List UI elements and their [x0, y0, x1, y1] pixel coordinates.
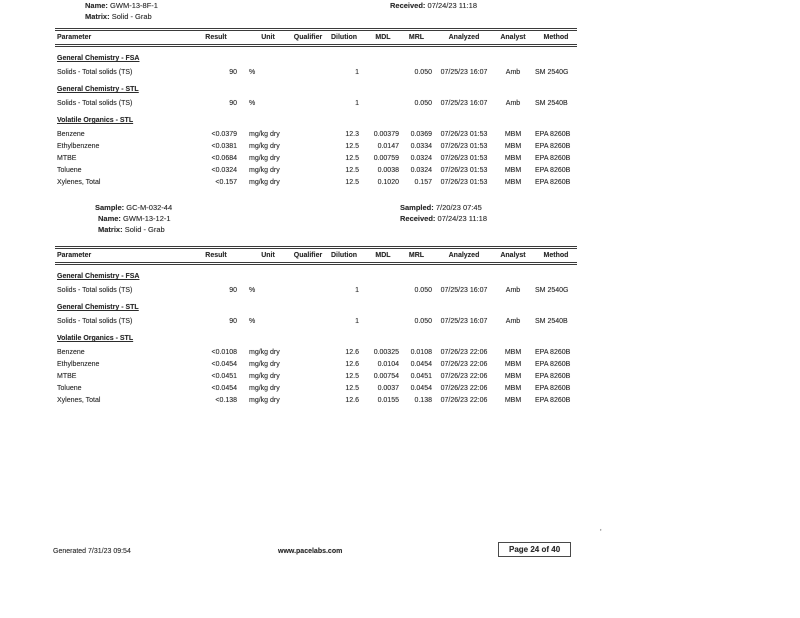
- table-cell: Ethylbenzene: [57, 360, 100, 368]
- table-cell: Toluene: [57, 384, 82, 392]
- column-header: Analyzed: [448, 34, 480, 41]
- table-row: [55, 97, 577, 109]
- table-cell: EPA 8260B: [535, 372, 571, 380]
- table-cell: 0.0038: [377, 166, 399, 174]
- table-cell: 90: [229, 317, 237, 325]
- table-cell: 07/26/23 01:53: [440, 130, 488, 138]
- table-cell: 12.5: [345, 166, 359, 174]
- table-cell: 07/26/23 22:06: [440, 396, 488, 404]
- table-cell: 12.3: [345, 130, 359, 138]
- table-row: [55, 394, 577, 406]
- table-cell: mg/kg dry: [249, 360, 280, 368]
- matrix-label: Matrix:: [98, 225, 123, 234]
- table-cell: 07/26/23 01:53: [440, 154, 488, 162]
- table-cell: 1: [355, 99, 359, 107]
- column-header: Result: [205, 34, 227, 41]
- table-row: [55, 284, 577, 296]
- table-cell: Amb: [505, 286, 521, 294]
- table-cell: Benzene: [57, 130, 85, 138]
- section-title: Volatile Organics - STL: [57, 117, 134, 124]
- table-cell: 07/26/23 01:53: [440, 142, 488, 150]
- table-row: [55, 382, 577, 394]
- table-cell: 07/26/23 22:06: [440, 384, 488, 392]
- column-header: Qualifier: [293, 34, 323, 41]
- table-cell: 0.050: [414, 99, 432, 107]
- table-cell: EPA 8260B: [535, 360, 571, 368]
- table-cell: mg/kg dry: [249, 142, 280, 150]
- table-cell: EPA 8260B: [535, 130, 571, 138]
- table-cell: Solids - Total solids (TS): [57, 286, 133, 294]
- sample1-matrix-line: [85, 12, 152, 22]
- table-cell: SM 2540B: [535, 317, 568, 325]
- table-cell: MBM: [504, 142, 522, 150]
- column-header: Unit: [261, 34, 275, 41]
- table-cell: 0.0147: [377, 142, 399, 150]
- name-value: GWM-13-8F-1: [110, 1, 158, 10]
- column-header: Dilution: [330, 34, 358, 41]
- table-cell: SM 2540G: [535, 68, 569, 76]
- table-header-row: [55, 28, 577, 47]
- table-cell: Solids - Total solids (TS): [57, 99, 133, 107]
- received-label: Received:: [390, 1, 426, 10]
- table-cell: mg/kg dry: [249, 130, 280, 138]
- column-header: MDL: [375, 34, 391, 41]
- table-cell: 12.5: [345, 372, 359, 380]
- table-cell: MBM: [504, 348, 522, 356]
- table-cell: 0.0104: [377, 360, 399, 368]
- column-header: Dilution: [330, 252, 358, 259]
- table-cell: MBM: [504, 384, 522, 392]
- column-header: Unit: [261, 252, 275, 259]
- table-header-row: [55, 246, 577, 265]
- table-cell: 0.0451: [410, 372, 432, 380]
- section-title: General Chemistry - FSA: [57, 55, 140, 62]
- table-cell: SM 2540G: [535, 286, 569, 294]
- table-row: [55, 164, 577, 176]
- column-header: Analyzed: [448, 252, 480, 259]
- table-cell: 0.00379: [373, 130, 399, 138]
- section-title: General Chemistry - STL: [57, 304, 139, 311]
- table-cell: 0.050: [414, 317, 432, 325]
- column-header: MDL: [375, 252, 391, 259]
- table-cell: Xylenes, Total: [57, 396, 101, 404]
- table-cell: Xylenes, Total: [57, 178, 101, 186]
- table-cell: 0.050: [414, 286, 432, 294]
- table-cell: EPA 8260B: [535, 396, 571, 404]
- table-cell: <0.0379: [211, 130, 237, 138]
- table-cell: mg/kg dry: [249, 166, 280, 174]
- section-title: General Chemistry - STL: [57, 86, 139, 93]
- results-table-1: [55, 28, 577, 188]
- table-cell: mg/kg dry: [249, 396, 280, 404]
- table-cell: Toluene: [57, 166, 82, 174]
- column-header: MRL: [408, 34, 425, 41]
- table-cell: 0.138: [414, 396, 432, 404]
- matrix-label: Matrix:: [85, 12, 110, 21]
- table-cell: 12.5: [345, 142, 359, 150]
- table-row: [55, 176, 577, 188]
- table-cell: %: [249, 286, 256, 294]
- table-cell: %: [249, 99, 256, 107]
- table-cell: Amb: [505, 68, 521, 76]
- table-cell: mg/kg dry: [249, 348, 280, 356]
- table-cell: %: [249, 317, 256, 325]
- column-header: Result: [205, 252, 227, 259]
- table-cell: MBM: [504, 360, 522, 368]
- table-cell: MBM: [504, 372, 522, 380]
- footer-page-number: Page 24 of 40: [498, 542, 571, 557]
- table-cell: 12.5: [345, 154, 359, 162]
- matrix-value: Solid - Grab: [124, 225, 165, 234]
- table-cell: 1: [355, 68, 359, 76]
- table-cell: 12.5: [345, 178, 359, 186]
- table-cell: 12.6: [345, 396, 359, 404]
- sample2-sample-line: [95, 203, 172, 213]
- table-row: [55, 140, 577, 152]
- table-cell: 0.1020: [377, 178, 399, 186]
- matrix-value: Solid - Grab: [111, 12, 152, 21]
- sample-value: GC-M-032-44: [126, 203, 173, 212]
- table-cell: 1: [355, 317, 359, 325]
- table-cell: 0.157: [414, 178, 432, 186]
- table-cell: 90: [229, 68, 237, 76]
- sample1-received-line: [390, 1, 477, 11]
- name-label: Name:: [85, 1, 108, 10]
- table-cell: EPA 8260B: [535, 166, 571, 174]
- column-header: Parameter: [57, 34, 92, 41]
- table-cell: 0.0155: [377, 396, 399, 404]
- table-cell: 07/26/23 22:06: [440, 348, 488, 356]
- sample1-name-line: [85, 1, 158, 11]
- table-cell: MBM: [504, 130, 522, 138]
- table-cell: EPA 8260B: [535, 348, 571, 356]
- sample2-matrix-line: [98, 225, 165, 235]
- table-row: [55, 128, 577, 140]
- table-cell: MTBE: [57, 154, 77, 162]
- table-cell: 0.0037: [377, 384, 399, 392]
- table-cell: <0.0324: [211, 166, 237, 174]
- table-row: [55, 346, 577, 358]
- table-cell: 07/25/23 16:07: [440, 286, 488, 294]
- table-cell: SM 2540B: [535, 99, 568, 107]
- table-cell: <0.138: [215, 396, 237, 404]
- table-cell: 07/25/23 16:07: [440, 68, 488, 76]
- column-header: Parameter: [57, 252, 92, 259]
- table-cell: 90: [229, 286, 237, 294]
- sample2-sampled-line: [400, 203, 482, 213]
- table-cell: MBM: [504, 178, 522, 186]
- table-cell: 0.00759: [373, 154, 399, 162]
- table-cell: Solids - Total solids (TS): [57, 68, 133, 76]
- table-cell: 07/25/23 16:07: [440, 317, 488, 325]
- section-title: Volatile Organics - STL: [57, 335, 134, 342]
- footer-website: www.pacelabs.com: [278, 548, 343, 555]
- table-cell: MBM: [504, 166, 522, 174]
- table-cell: EPA 8260B: [535, 154, 571, 162]
- table-row: [55, 358, 577, 370]
- table-cell: Ethylbenzene: [57, 142, 100, 150]
- received-value: 07/24/23 11:18: [427, 1, 478, 10]
- table-cell: Solids - Total solids (TS): [57, 317, 133, 325]
- table-cell: <0.0381: [211, 142, 237, 150]
- table-cell: 12.5: [345, 384, 359, 392]
- table-cell: <0.157: [215, 178, 237, 186]
- column-header: Analyst: [500, 252, 526, 259]
- results-table-2: [55, 246, 577, 406]
- table-cell: EPA 8260B: [535, 142, 571, 150]
- table-row: [55, 152, 577, 164]
- table-cell: 0.0369: [410, 130, 432, 138]
- footer-generated: Generated 7/31/23 09:54: [53, 548, 131, 555]
- table-cell: 0.0454: [410, 384, 432, 392]
- table-cell: EPA 8260B: [535, 384, 571, 392]
- table-cell: 90: [229, 99, 237, 107]
- table-cell: MBM: [504, 396, 522, 404]
- received-label: Received:: [400, 214, 436, 223]
- name-label: Name:: [98, 214, 121, 223]
- table-cell: <0.0454: [211, 384, 237, 392]
- sampled-value: 7/20/23 07:45: [435, 203, 482, 212]
- table-row: [55, 66, 577, 78]
- column-header: Method: [543, 34, 569, 41]
- sample-label: Sample:: [95, 203, 125, 212]
- scan-artifact: ': [600, 528, 602, 537]
- table-cell: 0.0454: [410, 360, 432, 368]
- table-cell: <0.0451: [211, 372, 237, 380]
- table-cell: 12.6: [345, 348, 359, 356]
- column-header: Method: [543, 252, 569, 259]
- column-header: Qualifier: [293, 252, 323, 259]
- received-value: 07/24/23 11:18: [437, 214, 488, 223]
- table-cell: 07/26/23 22:06: [440, 372, 488, 380]
- name-value: GWM-13-12-1: [123, 214, 171, 223]
- table-cell: EPA 8260B: [535, 178, 571, 186]
- table-row: [55, 315, 577, 327]
- section-title: General Chemistry - FSA: [57, 273, 140, 280]
- column-header: MRL: [408, 252, 425, 259]
- table-cell: mg/kg dry: [249, 154, 280, 162]
- table-cell: 07/25/23 16:07: [440, 99, 488, 107]
- sample2-received-line: [400, 214, 487, 224]
- table-cell: Benzene: [57, 348, 85, 356]
- table-cell: 0.0324: [410, 154, 432, 162]
- table-cell: 12.6: [345, 360, 359, 368]
- table-cell: MTBE: [57, 372, 77, 380]
- sampled-label: Sampled:: [400, 203, 434, 212]
- table-row: [55, 370, 577, 382]
- table-cell: 0.050: [414, 68, 432, 76]
- table-cell: 07/26/23 22:06: [440, 360, 488, 368]
- table-cell: 0.00325: [373, 348, 399, 356]
- table-cell: <0.0108: [211, 348, 237, 356]
- table-cell: 1: [355, 286, 359, 294]
- table-cell: Amb: [505, 317, 521, 325]
- table-cell: 0.0324: [410, 166, 432, 174]
- table-cell: Amb: [505, 99, 521, 107]
- table-cell: mg/kg dry: [249, 384, 280, 392]
- table-cell: %: [249, 68, 256, 76]
- sample2-name-line: [98, 214, 171, 224]
- table-cell: MBM: [504, 154, 522, 162]
- table-cell: 07/26/23 01:53: [440, 166, 488, 174]
- column-header: Analyst: [500, 34, 526, 41]
- table-cell: mg/kg dry: [249, 178, 280, 186]
- table-cell: 07/26/23 01:53: [440, 178, 488, 186]
- table-cell: <0.0684: [211, 154, 237, 162]
- table-cell: 0.0334: [410, 142, 432, 150]
- table-cell: 0.00754: [373, 372, 399, 380]
- table-cell: mg/kg dry: [249, 372, 280, 380]
- table-cell: <0.0454: [211, 360, 237, 368]
- table-cell: 0.0108: [410, 348, 432, 356]
